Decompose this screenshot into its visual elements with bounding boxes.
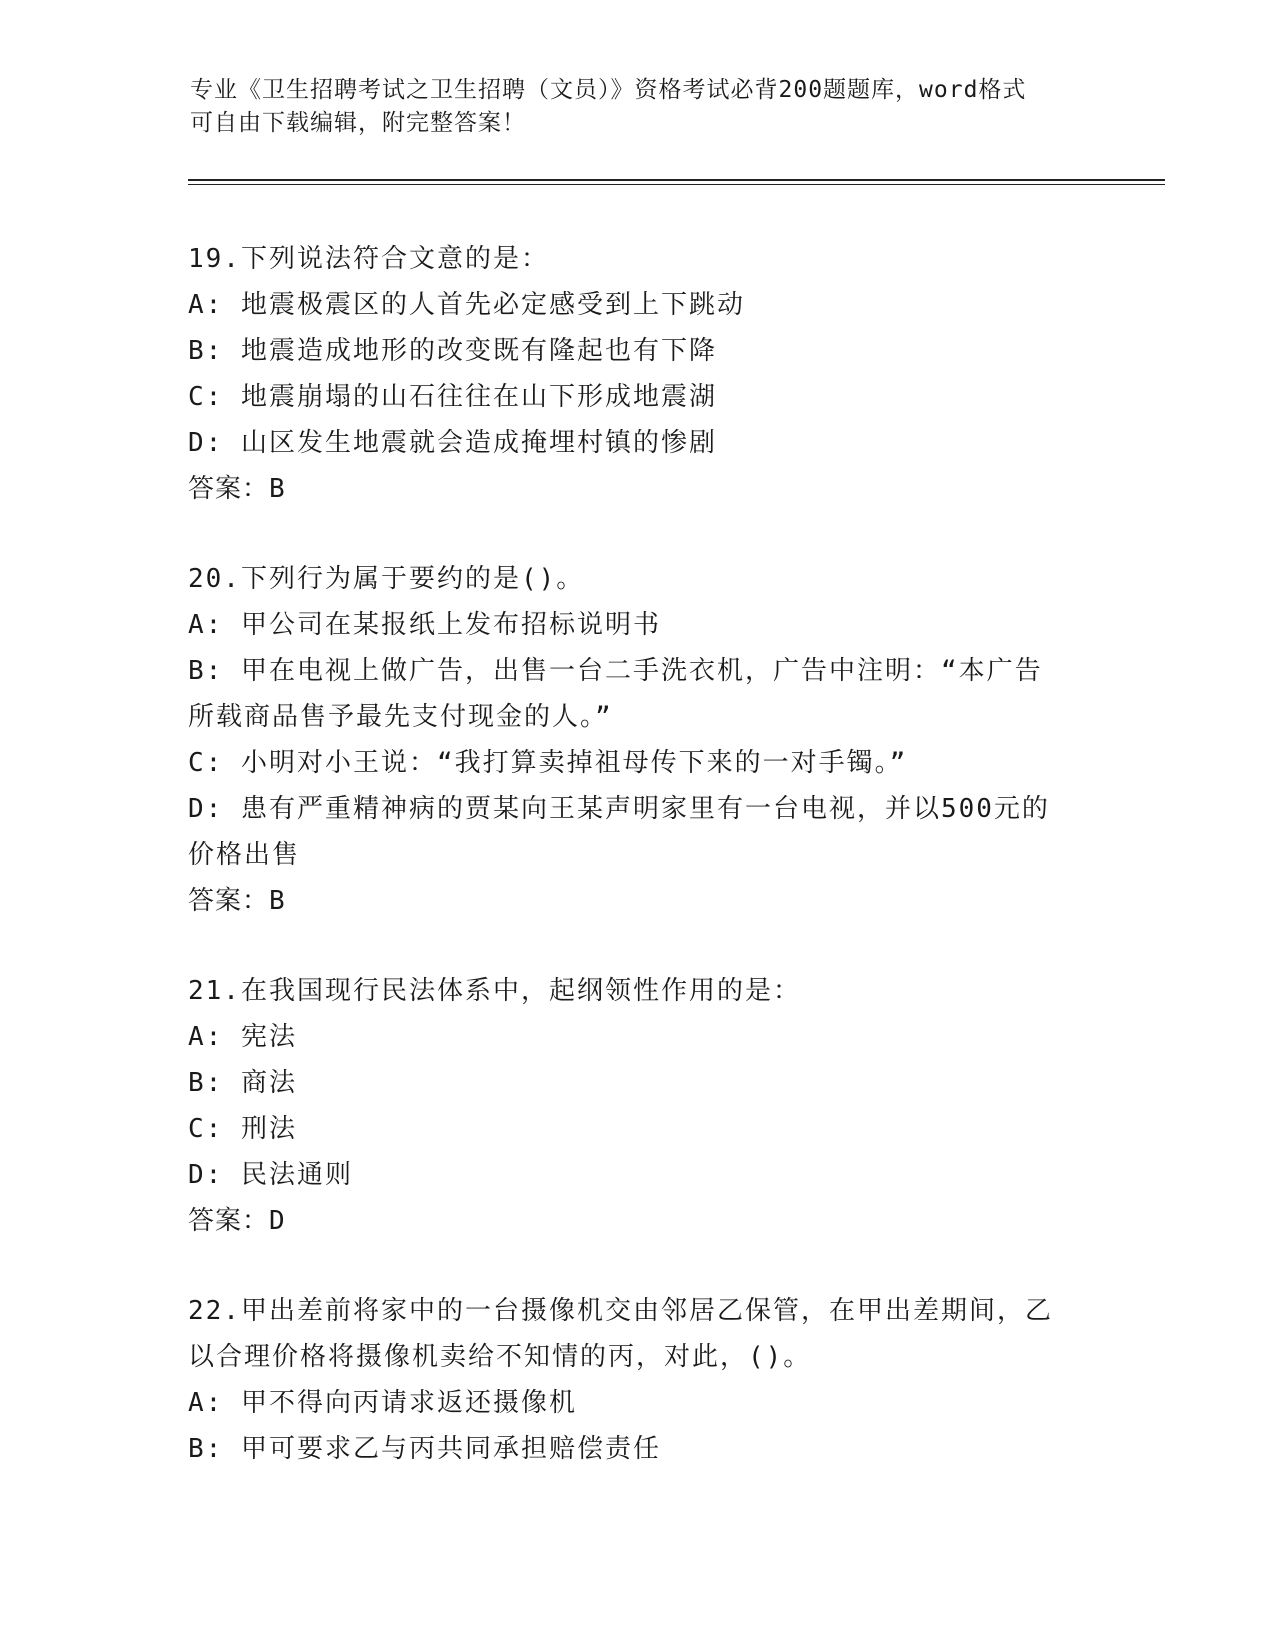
answer-option: D: 山区发生地震就会造成掩埋村镇的惨剧 [188, 428, 717, 458]
answer-option: C: 刑法 [188, 1114, 297, 1144]
question-block [188, 236, 1088, 512]
question-stem: 21.在我国现行民法体系中，起纲领性作用的是： [188, 976, 801, 1006]
answer-option: B: 甲可要求乙与丙共同承担赔偿责任 [188, 1434, 661, 1464]
header-title-line-1: 专业《卫生招聘考试之卫生招聘（文员）》资格考试必背200题题库，word格式 [190, 77, 1027, 103]
answer-option: B: 地震造成地形的改变既有隆起也有下降 [188, 336, 717, 366]
document-header [190, 74, 1090, 140]
question-stem: 20.下列行为属于要约的是()。 [188, 564, 585, 594]
question-stem: 19.下列说法符合文意的是： [188, 244, 549, 274]
answer-option: B: 甲在电视上做广告，出售一台二手洗衣机，广告中注明：“本广告 [188, 656, 1043, 686]
question-block [188, 968, 1088, 1244]
header-divider-thin [188, 184, 1165, 185]
answer-option: 价格出售 [188, 840, 301, 870]
answer-option: D: 患有严重精神病的贾某向王某声明家里有一台电视，并以500元的 [188, 794, 1050, 824]
answer-option: 所载商品售予最先支付现金的人。” [188, 702, 613, 732]
answer-option: C: 地震崩塌的山石往往在山下形成地震湖 [188, 382, 717, 412]
header-title-line-2: 可自由下载编辑，附完整答案！ [190, 110, 526, 136]
answer-key: 答案：B [188, 474, 286, 504]
question-stem: 以合理价格将摄像机卖给不知情的丙，对此，()。 [188, 1342, 812, 1372]
answer-option: C: 小明对小王说：“我打算卖掉祖母传下来的一对手镯。” [188, 748, 908, 778]
question-stem: 22.甲出差前将家中的一台摄像机交由邻居乙保管，在甲出差期间，乙 [188, 1296, 1053, 1326]
answer-option: A: 宪法 [188, 1022, 297, 1052]
answer-option: A: 甲不得向丙请求返还摄像机 [188, 1388, 577, 1418]
question-block [188, 1288, 1088, 1472]
answer-option: A: 甲公司在某报纸上发布招标说明书 [188, 610, 661, 640]
answer-key: 答案：D [188, 1206, 286, 1236]
question-block [188, 556, 1088, 924]
question-list [188, 236, 1088, 1516]
answer-key: 答案：B [188, 886, 286, 916]
answer-option: D: 民法通则 [188, 1160, 353, 1190]
answer-option: B: 商法 [188, 1068, 297, 1098]
header-divider-thick [188, 179, 1165, 181]
answer-option: A: 地震极震区的人首先必定感受到上下跳动 [188, 290, 745, 320]
